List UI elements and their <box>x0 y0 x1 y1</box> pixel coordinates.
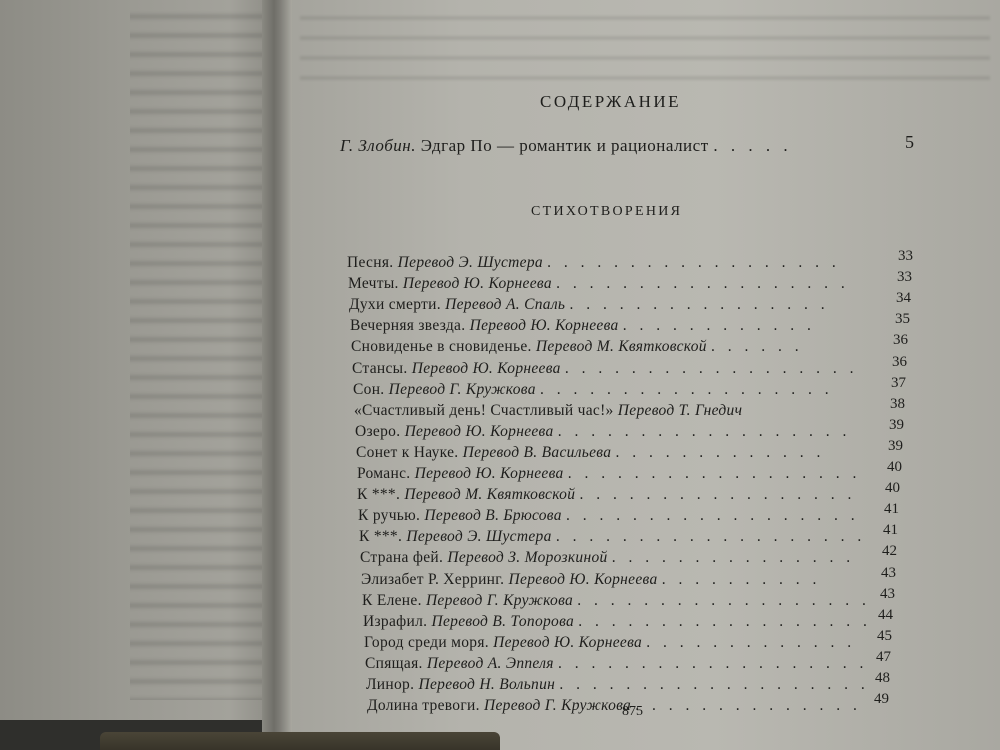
entry-page-number: 39 <box>889 417 904 433</box>
entry-translator: Перевод Э. Шустера <box>406 528 552 545</box>
entry-translator: Перевод Ю. Корнеева <box>411 360 561 377</box>
entry-translator: Перевод Ю. Корнеева <box>402 275 552 292</box>
entry-leader-dots: . . . . . . . . . . . . . . . . . . . <box>555 528 866 545</box>
entry-title: Мечты. <box>348 275 399 292</box>
entry-translator: Перевод В. Васильева <box>462 444 612 461</box>
toc-entry <box>361 571 821 589</box>
entry-leader-dots: . . . . . . . . . . . . . . . . . . <box>564 360 859 377</box>
entry-page-number: 40 <box>885 480 900 496</box>
entry-page-number: 49 <box>874 691 889 707</box>
entry-leader-dots: . . . . . . . . . . . . . . . . . <box>579 486 856 503</box>
entry-page-number: 36 <box>893 332 908 348</box>
entry-translator: Перевод Ю. Корнеева <box>404 423 554 440</box>
entry-translator: Перевод Ю. Корнеева <box>493 634 643 651</box>
toc-entry <box>357 465 861 483</box>
toc-entry <box>360 549 855 567</box>
toc-entry <box>362 592 870 610</box>
entry-translator: Перевод А. Эппеля <box>426 655 554 672</box>
entry-translator: Перевод А. Спаль <box>445 296 566 313</box>
entry-page-number: 38 <box>890 396 905 412</box>
entry-title: Сновиденье в сновиденье. <box>351 338 532 355</box>
book-gutter <box>262 0 292 740</box>
entry-title: «Счастливый день! Счастливый час!» <box>354 402 614 419</box>
entry-leader-dots: . . . . . . . . . . . . . . . . . . <box>539 381 834 398</box>
entry-title: Долина тревоги. <box>367 697 480 714</box>
entry-title: Озеро. <box>355 423 401 440</box>
entry-title: Песня. <box>347 254 394 271</box>
entry-leader-dots: . . . . . . <box>711 338 804 355</box>
entry-leader-dots: . . . . . . . . . . . . . . . <box>611 549 855 566</box>
entry-leader-dots: . . . . . . . . . . <box>661 571 821 588</box>
entry-page-number: 41 <box>883 522 898 538</box>
entry-page-number: 42 <box>882 543 897 559</box>
toc-entry <box>351 338 803 356</box>
toc-entry <box>364 634 856 652</box>
entry-title: Вечерняя звезда. <box>350 317 466 334</box>
entry-page-number: 44 <box>878 607 893 623</box>
toc-entry <box>366 676 869 694</box>
entry-leader-dots: . . . . . . . . . . . . . . . . <box>569 296 830 313</box>
entry-translator: Перевод Э. Шустера <box>397 254 543 271</box>
intro-leader-dots: . . . . . <box>713 136 793 155</box>
entry-translator: Перевод Г. Кружкова <box>388 381 536 398</box>
entry-leader-dots: . . . . . . . . . . . . . . . . . . <box>567 465 861 482</box>
entry-page-number: 35 <box>895 311 910 327</box>
entry-page-number: 40 <box>887 459 902 475</box>
toc-entry <box>355 423 851 441</box>
toc-entry <box>347 254 840 272</box>
entry-translator: Перевод Т. Гнедич <box>617 402 743 419</box>
intro-entry <box>340 136 792 156</box>
entry-title: Израфил. <box>363 613 428 630</box>
entry-page-number: 48 <box>875 670 890 686</box>
entry-page-number: 47 <box>876 649 891 665</box>
entry-leader-dots: . . . . . . . . . . . . . . . . . . <box>578 613 872 630</box>
entry-page-number: 34 <box>896 290 911 306</box>
toc-entry <box>363 613 871 631</box>
entry-page-number: 41 <box>884 501 899 517</box>
entry-leader-dots: . . . . . . . . . . . . . <box>646 634 856 651</box>
entry-page-number: 36 <box>892 354 907 370</box>
entry-translator: Перевод Ю. Корнеева <box>469 317 619 334</box>
contents-heading: СОДЕРЖАНИЕ <box>540 92 682 111</box>
entry-title: К ручью. <box>358 507 421 524</box>
intro-author: Г. Злобин. <box>340 136 416 155</box>
page-number: 875 <box>622 704 643 719</box>
entry-title: К ***. <box>359 528 403 545</box>
toc-entry <box>352 360 858 378</box>
entry-page-number: 33 <box>898 248 913 264</box>
entry-leader-dots: . . . . . . . . . . . . <box>622 317 816 334</box>
toc-entry <box>358 507 859 525</box>
toc-entry <box>350 317 815 335</box>
entry-leader-dots: . . . . . . . . . . . . . . . . . . <box>577 592 871 609</box>
intro-title: Эдгар По — романтик и рационалист <box>420 136 709 155</box>
entry-translator: Перевод Г. Кружкова <box>483 697 632 714</box>
entry-page-number: 37 <box>891 375 906 391</box>
entry-title: Сон. <box>353 381 385 398</box>
entry-leader-dots: . . . . . . . . . . . . . . . . . . <box>556 275 850 292</box>
entry-leader-dots: . . . . . . . . . . . . . <box>615 444 825 461</box>
toc-entry <box>367 697 861 715</box>
entry-leader-dots: . . . . . . . . . . . . . . . . . . . <box>559 676 870 693</box>
toc-entry <box>348 275 849 293</box>
entry-title: Духи смерти. <box>349 296 441 313</box>
entry-title: Город среди моря. <box>364 634 489 651</box>
entry-page-number: 33 <box>897 269 912 285</box>
entry-translator: Перевод М. Квятковской <box>535 338 707 355</box>
entry-translator: Перевод В. Топорова <box>431 613 575 630</box>
section-heading: СТИХОТВОРЕНИЯ <box>531 204 683 219</box>
entry-title: Страна фей. <box>360 549 444 566</box>
entry-translator: Перевод Н. Вольпин <box>418 676 556 693</box>
book-cover-edge <box>100 732 500 750</box>
entry-leader-dots: . . . . . . . . . . . . . . . . . . <box>557 423 851 440</box>
entry-page-number: 39 <box>888 438 903 454</box>
toc-entry <box>359 528 866 546</box>
entry-translator: Перевод Ю. Корнеева <box>414 465 564 482</box>
bleed-through-text <box>300 0 990 80</box>
entry-title: Элизабет Р. Херринг. <box>361 571 505 588</box>
entry-title: Стансы. <box>352 360 408 377</box>
toc-entry <box>357 486 856 504</box>
entry-title: Спящая. <box>365 655 423 672</box>
toc-entry <box>353 381 833 399</box>
entry-title: К Елене. <box>362 592 422 609</box>
entry-title: К ***. <box>357 486 401 503</box>
entry-leader-dots: . . . . . . . . . . . . . . <box>635 697 862 714</box>
entry-translator: Перевод М. Квятковской <box>404 486 576 503</box>
entry-translator: Перевод Г. Кружкова <box>425 592 574 609</box>
entry-translator: Перевод В. Брюсова <box>424 507 562 524</box>
entry-page-number: 43 <box>881 565 896 581</box>
toc-entry <box>365 655 868 673</box>
entry-leader-dots: . . . . . . . . . . . . . . . . . . <box>565 507 860 524</box>
intro-page-number: 5 <box>905 132 914 152</box>
entry-translator: Перевод З. Морозкиной <box>447 549 608 566</box>
entry-page-number: 43 <box>880 586 895 602</box>
entry-title: Сонет к Науке. <box>356 444 459 461</box>
toc-entry <box>354 402 742 420</box>
entry-page-number: 45 <box>877 628 892 644</box>
toc-entry <box>349 296 829 314</box>
entry-title: Линор. <box>366 676 415 693</box>
entry-translator: Перевод Ю. Корнеева <box>508 571 658 588</box>
entry-leader-dots: . . . . . . . . . . . . . . . . . . . <box>557 655 868 672</box>
toc-entry <box>356 444 825 462</box>
entry-title: Романс. <box>357 465 411 482</box>
entry-leader-dots: . . . . . . . . . . . . . . . . . . <box>547 254 841 271</box>
